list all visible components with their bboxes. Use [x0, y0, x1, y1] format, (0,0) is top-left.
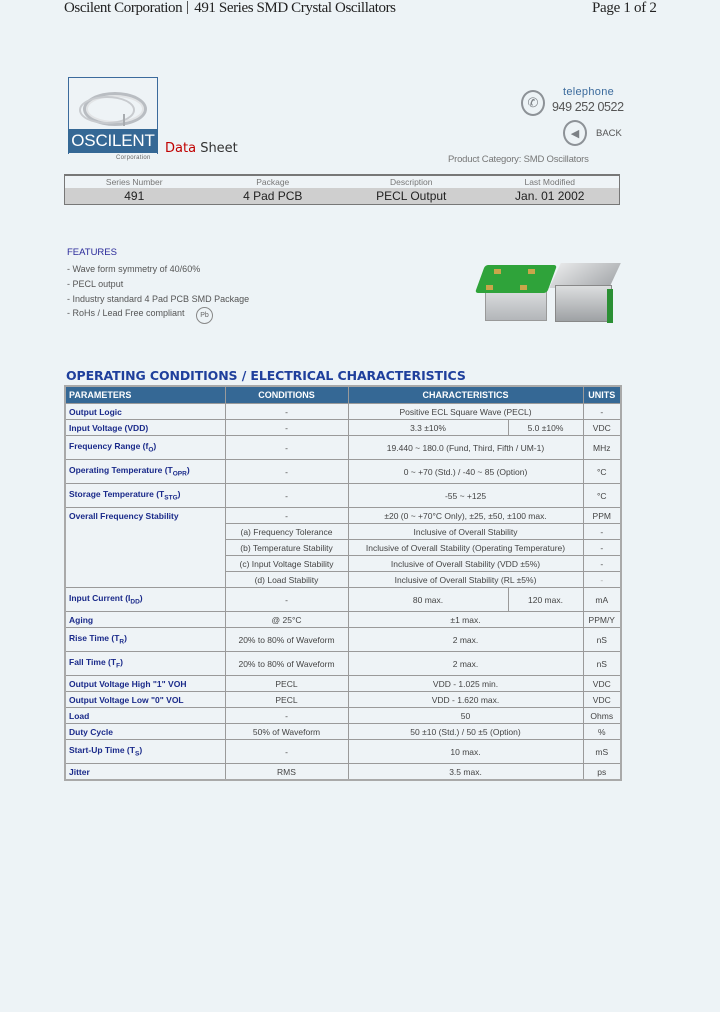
waveform-tick-icon — [123, 114, 125, 126]
param-text-end: ) — [124, 633, 127, 644]
param-rise-time — [65, 628, 225, 652]
condition-cell: - — [225, 708, 348, 724]
condition-cell: - — [225, 484, 348, 508]
condition-cell: PECL — [225, 692, 348, 708]
table-row — [65, 628, 621, 652]
title-separator — [187, 1, 188, 14]
condition-cell: - — [225, 436, 348, 460]
specifications-table — [64, 385, 622, 781]
condition-cell: - — [225, 404, 348, 420]
unit-cell: - — [583, 404, 621, 420]
table-row — [65, 740, 621, 764]
condition-cell: (b) Temperature Stability — [225, 540, 348, 556]
column-header-units: UNITS — [583, 386, 621, 404]
telephone-number: 949 252 0522 — [552, 100, 624, 114]
characteristic-cell: ±1 max. — [348, 612, 583, 628]
unit-cell: MHz — [583, 436, 621, 460]
param-jitter: Jitter — [65, 764, 225, 781]
back-link[interactable]: BACK — [596, 128, 622, 139]
param-text-end: ) — [186, 465, 190, 476]
page-header — [0, 0, 720, 22]
page-indicator: Page 1 of 2 — [592, 0, 657, 16]
features-title: FEATURES — [67, 247, 117, 258]
unit-cell: - — [583, 540, 621, 556]
condition-cell: - — [225, 740, 348, 764]
table-row — [65, 708, 621, 724]
condition-cell: @ 25°C — [225, 612, 348, 628]
unit-cell: % — [583, 724, 621, 740]
condition-cell: - — [225, 508, 348, 524]
condition-cell: 20% to 80% of Waveform — [225, 652, 348, 676]
param-subscript: O — [148, 446, 154, 454]
column-header-characteristics: CHARACTERISTICS — [348, 386, 583, 404]
oscillator-metal-side-image — [555, 263, 617, 325]
datasheet-label — [165, 141, 238, 156]
table-row — [65, 508, 621, 524]
unit-cell: VDC — [583, 692, 621, 708]
characteristic-cell: VDD - 1.620 max. — [348, 692, 583, 708]
characteristic-cell: Inclusive of Overall Stability (RL ±5%) — [348, 572, 583, 588]
oscilent-logo[interactable] — [68, 77, 158, 163]
feature-item: - Industry standard 4 Pad PCB SMD Package — [67, 293, 250, 304]
series-title: 491 Series SMD Crystal Oscillators — [194, 0, 396, 16]
unit-cell: VDC — [583, 676, 621, 692]
characteristic-cell: 19.440 ~ 180.0 (Fund, Third, Fifth / UM-1) — [348, 436, 583, 460]
table-row — [65, 460, 621, 484]
document-title — [64, 0, 396, 17]
param-fall-time — [65, 652, 225, 676]
condition-cell: - — [225, 588, 348, 612]
table-row — [65, 436, 621, 460]
table-row — [65, 588, 621, 612]
table-row — [65, 612, 621, 628]
metal-can — [485, 291, 547, 321]
phone-icon: ✆ — [521, 90, 545, 116]
param-frequency-stability: Overall Frequency Stability — [65, 508, 225, 588]
last-modified: Jan. 01 2002 — [515, 189, 585, 203]
summary-header-description: Description — [389, 177, 433, 187]
table-row — [65, 484, 621, 508]
unit-cell: PPM — [583, 508, 621, 524]
lead-free-icon: Pb — [196, 307, 213, 324]
unit-cell: °C — [583, 484, 621, 508]
param-startup-time — [65, 740, 225, 764]
telephone-label: telephone — [563, 86, 615, 98]
characteristic-cell: Inclusive of Overall Stability — [348, 524, 583, 540]
product-photo — [475, 245, 620, 330]
characteristic-cell: Inclusive of Overall Stability (VDD ±5%) — [348, 556, 583, 572]
param-text: Input Current (I — [69, 593, 131, 604]
param-text: Frequency Range (f — [69, 441, 149, 452]
pcb-edge — [607, 289, 613, 323]
characteristic-cell: VDD - 1.025 min. — [348, 676, 583, 692]
solder-pad — [494, 269, 501, 274]
unit-cell: °C — [583, 460, 621, 484]
product-category: Product Category: SMD Oscillators — [448, 154, 589, 165]
characteristic-cell: 3.3 ±10% — [348, 420, 508, 436]
back-arrow-icon[interactable]: ◀ — [563, 120, 587, 146]
table-row — [65, 420, 621, 436]
characteristic-cell: 50 — [348, 708, 583, 724]
metal-can-body — [555, 285, 612, 322]
characteristic-cell: 2 max. — [348, 652, 583, 676]
unit-cell: VDC — [583, 420, 621, 436]
param-text: Storage Temperature (T — [69, 489, 165, 500]
unit-cell: nS — [583, 628, 621, 652]
param-operating-temperature — [65, 460, 225, 484]
param-text-end: ) — [177, 489, 181, 500]
solder-pad — [486, 285, 493, 290]
summary-value-row — [65, 188, 619, 204]
param-text-end: ) — [139, 745, 143, 756]
package: 4 Pad PCB — [243, 189, 303, 203]
unit-cell: nS — [583, 652, 621, 676]
characteristic-cell: 10 max. — [348, 740, 583, 764]
param-output-voltage-high: Output Voltage High "1" VOH — [65, 676, 225, 692]
table-row — [65, 692, 621, 708]
table-row — [65, 764, 621, 781]
logo-brand: OSCILENT — [68, 129, 158, 153]
characteristic-cell: 2 max. — [348, 628, 583, 652]
column-header-parameters: PARAMETERS — [65, 386, 225, 404]
condition-cell: - — [225, 460, 348, 484]
param-subscript: R — [119, 638, 125, 646]
unit-cell: Ohms — [583, 708, 621, 724]
param-subscript: STG — [164, 494, 178, 502]
table-header-row — [65, 386, 621, 404]
param-text-end: ) — [153, 441, 157, 452]
datasheet-word-sheet: Sheet — [200, 141, 238, 156]
param-text: Operating Temperature (T — [69, 465, 173, 476]
param-aging: Aging — [65, 612, 225, 628]
characteristic-cell: Inclusive of Overall Stability (Operating Temperature) — [348, 540, 583, 556]
param-text: Fall Time (T — [69, 657, 117, 668]
param-input-current — [65, 588, 225, 612]
param-text: Rise Time (T — [69, 633, 120, 644]
characteristic-cell: -55 ~ +125 — [348, 484, 583, 508]
table-row — [65, 652, 621, 676]
characteristic-cell: 50 ±10 (Std.) / 50 ±5 (Option) — [348, 724, 583, 740]
condition-cell: (c) Input Voltage Stability — [225, 556, 348, 572]
summary-header-series: Series Number — [105, 177, 163, 187]
param-frequency-range — [65, 436, 225, 460]
feature-item: - PECL output — [67, 278, 124, 289]
condition-cell: - — [225, 420, 348, 436]
param-subscript: DD — [130, 598, 140, 606]
param-text: Start-Up Time (T — [69, 745, 135, 756]
features-list — [67, 247, 249, 321]
param-output-logic: Output Logic — [65, 404, 225, 420]
param-duty-cycle: Duty Cycle — [65, 724, 225, 740]
company-name: Oscilent Corporation — [64, 0, 183, 16]
summary-header-package: Package — [256, 177, 290, 187]
column-header-conditions: CONDITIONS — [225, 386, 348, 404]
unit-cell: PPM/Y — [583, 612, 621, 628]
param-input-voltage: Input Voltage (VDD) — [65, 420, 225, 436]
table-row — [65, 676, 621, 692]
feature-item: - Wave form symmetry of 40/60% — [67, 264, 201, 274]
feature-item: - RoHs / Lead Free compliant — [67, 308, 185, 319]
unit-cell: mS — [583, 740, 621, 764]
summary-header-modified: Last Modified — [524, 177, 576, 187]
characteristic-cell: 120 max. — [508, 588, 583, 612]
logo-subtitle: Corporation — [116, 155, 151, 161]
condition-cell: 50% of Waveform — [225, 724, 348, 740]
section-title: OPERATING CONDITIONS / ELECTRICAL CHARACTERISTICS — [66, 368, 466, 383]
characteristic-cell: 5.0 ±10% — [508, 420, 583, 436]
solder-pad — [528, 269, 535, 274]
characteristic-cell: 0 ~ +70 (Std.) / -40 ~ 85 (Option) — [348, 460, 583, 484]
param-subscript: F — [116, 662, 121, 670]
param-subscript: OPR — [172, 470, 187, 478]
param-output-voltage-low: Output Voltage Low "0" VOL — [65, 692, 225, 708]
condition-cell: (d) Load Stability — [225, 572, 348, 588]
description: PECL Output — [376, 189, 447, 203]
param-text-end: ) — [139, 593, 143, 604]
unit-cell: - — [583, 572, 621, 588]
characteristic-cell: Positive ECL Square Wave (PECL) — [348, 404, 583, 420]
characteristic-cell: 80 max. — [348, 588, 508, 612]
param-subscript: S — [134, 750, 140, 758]
param-load: Load — [65, 708, 225, 724]
unit-cell: mA — [583, 588, 621, 612]
summary-table — [64, 174, 620, 205]
condition-cell: RMS — [225, 764, 348, 781]
param-storage-temperature — [65, 484, 225, 508]
characteristic-cell: ±20 (0 ~ +70°C Only), ±25, ±50, ±100 max. — [348, 508, 583, 524]
unit-cell: ps — [583, 764, 621, 781]
characteristic-cell: 3.5 max. — [348, 764, 583, 781]
table-row — [65, 404, 621, 420]
unit-cell: - — [583, 556, 621, 572]
oscillator-pcb-side-image — [480, 265, 552, 320]
param-text-end: ) — [120, 657, 123, 668]
crystal-ring-inner-icon — [79, 96, 135, 124]
condition-cell: (a) Frequency Tolerance — [225, 524, 348, 540]
condition-cell: PECL — [225, 676, 348, 692]
condition-cell: 20% to 80% of Waveform — [225, 628, 348, 652]
datasheet-word-data: Data — [165, 141, 197, 156]
table-row — [65, 724, 621, 740]
series-number: 491 — [124, 189, 145, 203]
summary-header-row — [65, 176, 619, 188]
solder-pad — [520, 285, 527, 290]
unit-cell: - — [583, 524, 621, 540]
